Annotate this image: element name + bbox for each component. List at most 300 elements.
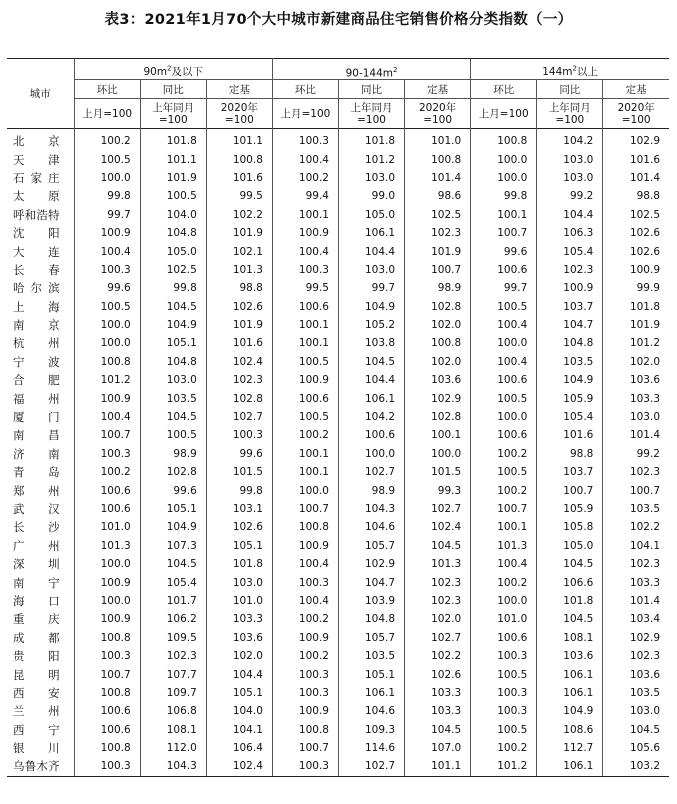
table-row [7,242,669,260]
index-value: 104.4 [206,665,272,683]
index-value: 100.0 [471,592,537,610]
index-value: 100.5 [471,463,537,481]
index-value: 104.4 [537,206,603,224]
city-name: 杭州 [13,336,60,351]
city-name: 郑州 [13,483,60,498]
index-value: 102.3 [405,224,471,242]
city-name: 贵阳 [13,649,60,664]
index-value: 100.4 [74,242,140,260]
index-value: 101.0 [405,129,471,151]
index-value: 98.9 [140,445,206,463]
index-value: 99.7 [74,206,140,224]
index-value: 100.0 [471,334,537,352]
table-row [7,610,669,628]
index-value: 101.2 [74,371,140,389]
city-name: 沈阳 [13,226,60,241]
index-value: 99.8 [140,279,206,297]
index-value: 101.8 [537,592,603,610]
index-value: 100.6 [471,426,537,444]
index-value: 105.0 [140,242,206,260]
index-value: 105.4 [537,242,603,260]
index-value: 100.6 [338,426,404,444]
index-value: 104.7 [537,316,603,334]
index-value: 107.3 [140,537,206,555]
index-value: 99.2 [603,445,669,463]
index-value: 99.6 [471,242,537,260]
index-value: 100.3 [74,261,140,279]
index-value: 102.3 [405,592,471,610]
index-value: 101.6 [537,426,603,444]
table-row [7,129,669,151]
index-value: 100.0 [405,445,471,463]
index-value: 104.0 [140,206,206,224]
index-value: 100.9 [272,629,338,647]
index-value: 100.0 [74,592,140,610]
index-value: 102.6 [603,224,669,242]
index-value: 100.1 [272,316,338,334]
table-row [7,555,669,573]
index-value: 100.3 [74,647,140,665]
index-value: 106.1 [537,665,603,683]
city-name: 呼和浩特 [13,207,60,222]
index-value: 100.5 [471,665,537,683]
index-value: 100.6 [471,261,537,279]
index-value: 100.1 [272,206,338,224]
index-value: 102.6 [603,242,669,260]
index-value: 104.6 [338,518,404,536]
index-value: 100.1 [272,334,338,352]
index-value: 102.6 [206,518,272,536]
subheader-mom: 环比 [272,80,338,99]
index-value: 104.3 [140,757,206,776]
index-value: 100.9 [74,389,140,407]
index-value: 106.4 [206,739,272,757]
index-value: 100.5 [74,150,140,168]
index-value: 100.6 [272,298,338,316]
index-value: 99.0 [338,187,404,205]
base-header-mom: 上月=100 [272,99,338,129]
index-value: 100.1 [272,463,338,481]
index-value: 100.4 [272,242,338,260]
index-value: 99.6 [74,279,140,297]
index-value: 100.6 [471,629,537,647]
index-value: 102.9 [603,629,669,647]
index-value: 101.1 [140,150,206,168]
index-value: 104.4 [338,242,404,260]
index-value: 105.1 [338,665,404,683]
index-value: 99.2 [537,187,603,205]
table-row [7,463,669,481]
index-value: 102.7 [405,629,471,647]
index-value: 101.4 [603,592,669,610]
index-value: 104.9 [537,371,603,389]
index-value: 100.5 [471,389,537,407]
index-value: 101.3 [471,537,537,555]
index-value: 105.0 [338,206,404,224]
index-value: 100.3 [74,757,140,776]
index-value: 100.8 [206,150,272,168]
index-value: 98.8 [603,187,669,205]
index-value: 100.6 [74,721,140,739]
index-value: 100.7 [272,739,338,757]
index-value: 101.9 [206,224,272,242]
table-row [7,445,669,463]
index-value: 99.8 [471,187,537,205]
index-value: 99.8 [206,481,272,499]
index-value: 103.1 [206,500,272,518]
index-value: 102.8 [206,389,272,407]
index-value: 100.6 [74,481,140,499]
index-value: 103.8 [338,334,404,352]
index-value: 104.9 [140,316,206,334]
subheader-base: 定基 [206,80,272,99]
index-value: 104.3 [338,500,404,518]
index-value: 100.6 [74,702,140,720]
index-value: 102.9 [338,555,404,573]
table-row [7,500,669,518]
city-name: 成都 [13,630,60,645]
index-value: 100.5 [471,298,537,316]
index-value: 98.8 [206,279,272,297]
index-value: 103.0 [206,573,272,591]
index-value: 100.9 [74,224,140,242]
index-value: 103.2 [603,757,669,776]
city-name: 海口 [13,593,60,608]
table-row [7,629,669,647]
index-value: 101.0 [471,610,537,628]
index-value: 101.9 [140,169,206,187]
index-value: 101.3 [74,537,140,555]
index-value: 100.2 [471,445,537,463]
index-value: 100.0 [74,555,140,573]
index-value: 101.5 [405,463,471,481]
index-value: 98.8 [537,445,603,463]
index-value: 112.7 [537,739,603,757]
index-value: 106.1 [338,389,404,407]
base-header-mom: 上月=100 [74,99,140,129]
base-header-yoy: 上年同月 =100 [338,99,404,129]
index-value: 100.2 [74,129,140,151]
index-value: 106.8 [140,702,206,720]
index-value: 102.3 [206,371,272,389]
city-name: 天津 [13,152,60,167]
index-value: 108.1 [537,629,603,647]
index-value: 102.3 [603,463,669,481]
index-value: 100.2 [272,169,338,187]
index-value: 100.0 [74,316,140,334]
table-row [7,316,669,334]
index-value: 100.1 [272,445,338,463]
index-value: 100.8 [74,739,140,757]
city-name: 银川 [13,741,60,756]
index-value: 102.0 [603,353,669,371]
index-value: 106.1 [338,684,404,702]
index-value: 100.3 [74,445,140,463]
index-value: 106.1 [537,757,603,776]
index-value: 101.3 [405,555,471,573]
index-value: 104.1 [603,537,669,555]
index-value: 101.3 [206,261,272,279]
table-row [7,389,669,407]
index-value: 103.3 [405,684,471,702]
table-row [7,739,669,757]
index-value: 100.8 [74,629,140,647]
index-value: 100.7 [603,481,669,499]
index-value: 104.5 [537,610,603,628]
index-value: 105.4 [537,408,603,426]
index-value: 101.2 [338,150,404,168]
city-name: 石家庄 [13,170,60,185]
base-header-mom: 上月=100 [471,99,537,129]
index-value: 103.0 [537,150,603,168]
city-name: 合肥 [13,373,60,388]
index-value: 109.7 [140,684,206,702]
index-value: 101.2 [471,757,537,776]
index-value: 100.3 [272,684,338,702]
index-value: 102.9 [603,129,669,151]
index-value: 101.7 [140,592,206,610]
subheader-mom: 环比 [74,80,140,99]
index-value: 102.3 [603,647,669,665]
index-value: 108.6 [537,721,603,739]
index-value: 102.0 [405,610,471,628]
index-value: 103.5 [603,684,669,702]
index-value: 104.9 [140,518,206,536]
index-value: 100.4 [74,408,140,426]
table-row [7,408,669,426]
subheader-yoy: 同比 [140,80,206,99]
index-value: 102.6 [405,665,471,683]
index-value: 100.4 [272,150,338,168]
table-row [7,298,669,316]
index-value: 102.5 [405,206,471,224]
index-value: 102.1 [206,242,272,260]
table-row [7,169,669,187]
index-value: 103.6 [405,371,471,389]
index-value: 107.7 [140,665,206,683]
table-row [7,334,669,352]
index-value: 102.3 [537,261,603,279]
index-value: 105.4 [140,573,206,591]
index-value: 98.9 [338,481,404,499]
index-value: 102.0 [405,316,471,334]
city-name: 宁波 [13,354,60,369]
index-value: 102.2 [603,518,669,536]
city-name: 北京 [13,134,60,149]
index-value: 101.8 [140,129,206,151]
index-value: 100.9 [74,610,140,628]
index-value: 101.1 [405,757,471,776]
index-value: 100.7 [471,500,537,518]
index-value: 99.5 [272,279,338,297]
index-value: 100.6 [74,500,140,518]
index-value: 100.9 [272,224,338,242]
index-value: 99.9 [603,279,669,297]
index-value: 100.5 [140,426,206,444]
index-value: 105.0 [537,537,603,555]
index-value: 104.4 [338,371,404,389]
table-title: 表3：2021年1月70个大中城市新建商品住宅销售价格分类指数（一） [104,12,573,28]
index-value: 102.7 [338,757,404,776]
table-row [7,702,669,720]
index-value: 100.7 [405,261,471,279]
city-name: 西安 [13,685,60,700]
index-value: 102.0 [405,353,471,371]
index-value: 102.4 [206,757,272,776]
index-value: 100.5 [74,298,140,316]
index-value: 105.9 [537,500,603,518]
index-value: 106.1 [338,224,404,242]
table-row [7,647,669,665]
index-value: 100.5 [272,353,338,371]
index-value: 101.4 [405,169,471,187]
index-value: 100.2 [272,426,338,444]
index-value: 105.6 [603,739,669,757]
index-value: 106.1 [537,684,603,702]
index-value: 99.7 [471,279,537,297]
index-value: 104.5 [603,721,669,739]
index-value: 102.7 [338,463,404,481]
index-value: 105.1 [206,537,272,555]
subheader-yoy: 同比 [338,80,404,99]
index-value: 100.8 [74,353,140,371]
index-value: 103.5 [338,647,404,665]
index-value: 100.0 [74,169,140,187]
city-name: 深圳 [13,557,60,572]
table-row [7,353,669,371]
index-value: 100.9 [537,279,603,297]
index-value: 100.8 [471,129,537,151]
index-value: 100.2 [272,647,338,665]
index-value: 101.4 [603,426,669,444]
index-value: 100.0 [471,169,537,187]
index-value: 100.3 [471,702,537,720]
index-value: 105.7 [338,537,404,555]
index-value: 99.3 [405,481,471,499]
subheader-base: 定基 [603,80,669,99]
index-value: 100.3 [471,684,537,702]
index-value: 108.1 [140,721,206,739]
index-value: 103.0 [338,169,404,187]
index-value: 100.2 [74,463,140,481]
index-value: 101.0 [206,592,272,610]
index-value: 100.1 [405,426,471,444]
index-value: 100.0 [272,481,338,499]
city-name: 济南 [13,446,60,461]
index-value: 104.1 [206,721,272,739]
index-value: 104.8 [140,353,206,371]
index-value: 100.8 [74,684,140,702]
index-value: 104.9 [338,298,404,316]
index-value: 99.8 [74,187,140,205]
index-value: 100.0 [74,334,140,352]
index-value: 103.5 [140,389,206,407]
index-value: 101.9 [206,316,272,334]
index-value: 98.9 [405,279,471,297]
price-index-table [7,58,669,777]
city-name: 长沙 [13,520,60,535]
index-value: 104.0 [206,702,272,720]
city-name: 哈尔滨 [13,281,60,296]
city-name: 青岛 [13,465,60,480]
index-value: 100.3 [272,665,338,683]
table-row [7,481,669,499]
city-name: 福州 [13,391,60,406]
index-value: 102.2 [206,206,272,224]
city-name: 重庆 [13,612,60,627]
table-row [7,224,669,242]
index-value: 102.8 [405,408,471,426]
index-value: 104.8 [338,610,404,628]
index-value: 106.3 [537,224,603,242]
index-value: 102.4 [206,353,272,371]
base-header-base: 2020年 =100 [603,99,669,129]
index-value: 102.7 [405,500,471,518]
index-value: 103.3 [206,610,272,628]
city-name: 昆明 [13,667,60,682]
index-value: 99.6 [206,445,272,463]
index-value: 100.8 [272,518,338,536]
index-value: 100.8 [272,721,338,739]
city-name: 广州 [13,538,60,553]
index-value: 103.9 [338,592,404,610]
index-value: 105.1 [140,500,206,518]
index-value: 102.3 [140,647,206,665]
index-value: 100.7 [537,481,603,499]
index-value: 100.3 [272,129,338,151]
city-name: 大连 [13,244,60,259]
index-value: 101.8 [338,129,404,151]
table-row [7,426,669,444]
base-header-yoy: 上年同月 =100 [140,99,206,129]
index-value: 103.6 [206,629,272,647]
index-value: 104.5 [140,408,206,426]
index-value: 100.2 [471,481,537,499]
index-value: 114.6 [338,739,404,757]
city-name: 南昌 [13,428,60,443]
table-row [7,279,669,297]
base-header-base: 2020年 =100 [405,99,471,129]
index-value: 104.5 [537,555,603,573]
subheader-mom: 环比 [471,80,537,99]
index-value: 100.9 [272,537,338,555]
index-value: 105.8 [537,518,603,536]
index-value: 100.2 [471,573,537,591]
index-value: 99.4 [272,187,338,205]
index-value: 100.9 [272,702,338,720]
group-header-small: $90m^2$及以下 [74,59,272,80]
index-value: 100.1 [471,518,537,536]
index-value: 101.2 [603,334,669,352]
index-value: 100.3 [272,573,338,591]
index-value: 105.1 [140,334,206,352]
index-value: 103.0 [603,408,669,426]
index-value: 99.6 [140,481,206,499]
index-value: 102.2 [405,647,471,665]
index-value: 103.6 [603,665,669,683]
index-value: 101.6 [206,169,272,187]
table-row [7,150,669,168]
index-value: 104.7 [338,573,404,591]
index-value: 112.0 [140,739,206,757]
index-value: 109.5 [140,629,206,647]
index-value: 103.0 [338,261,404,279]
city-name: 厦门 [13,410,60,425]
index-value: 102.8 [140,463,206,481]
city-name: 西宁 [13,722,60,737]
index-value: 100.5 [272,408,338,426]
index-value: 102.5 [140,261,206,279]
